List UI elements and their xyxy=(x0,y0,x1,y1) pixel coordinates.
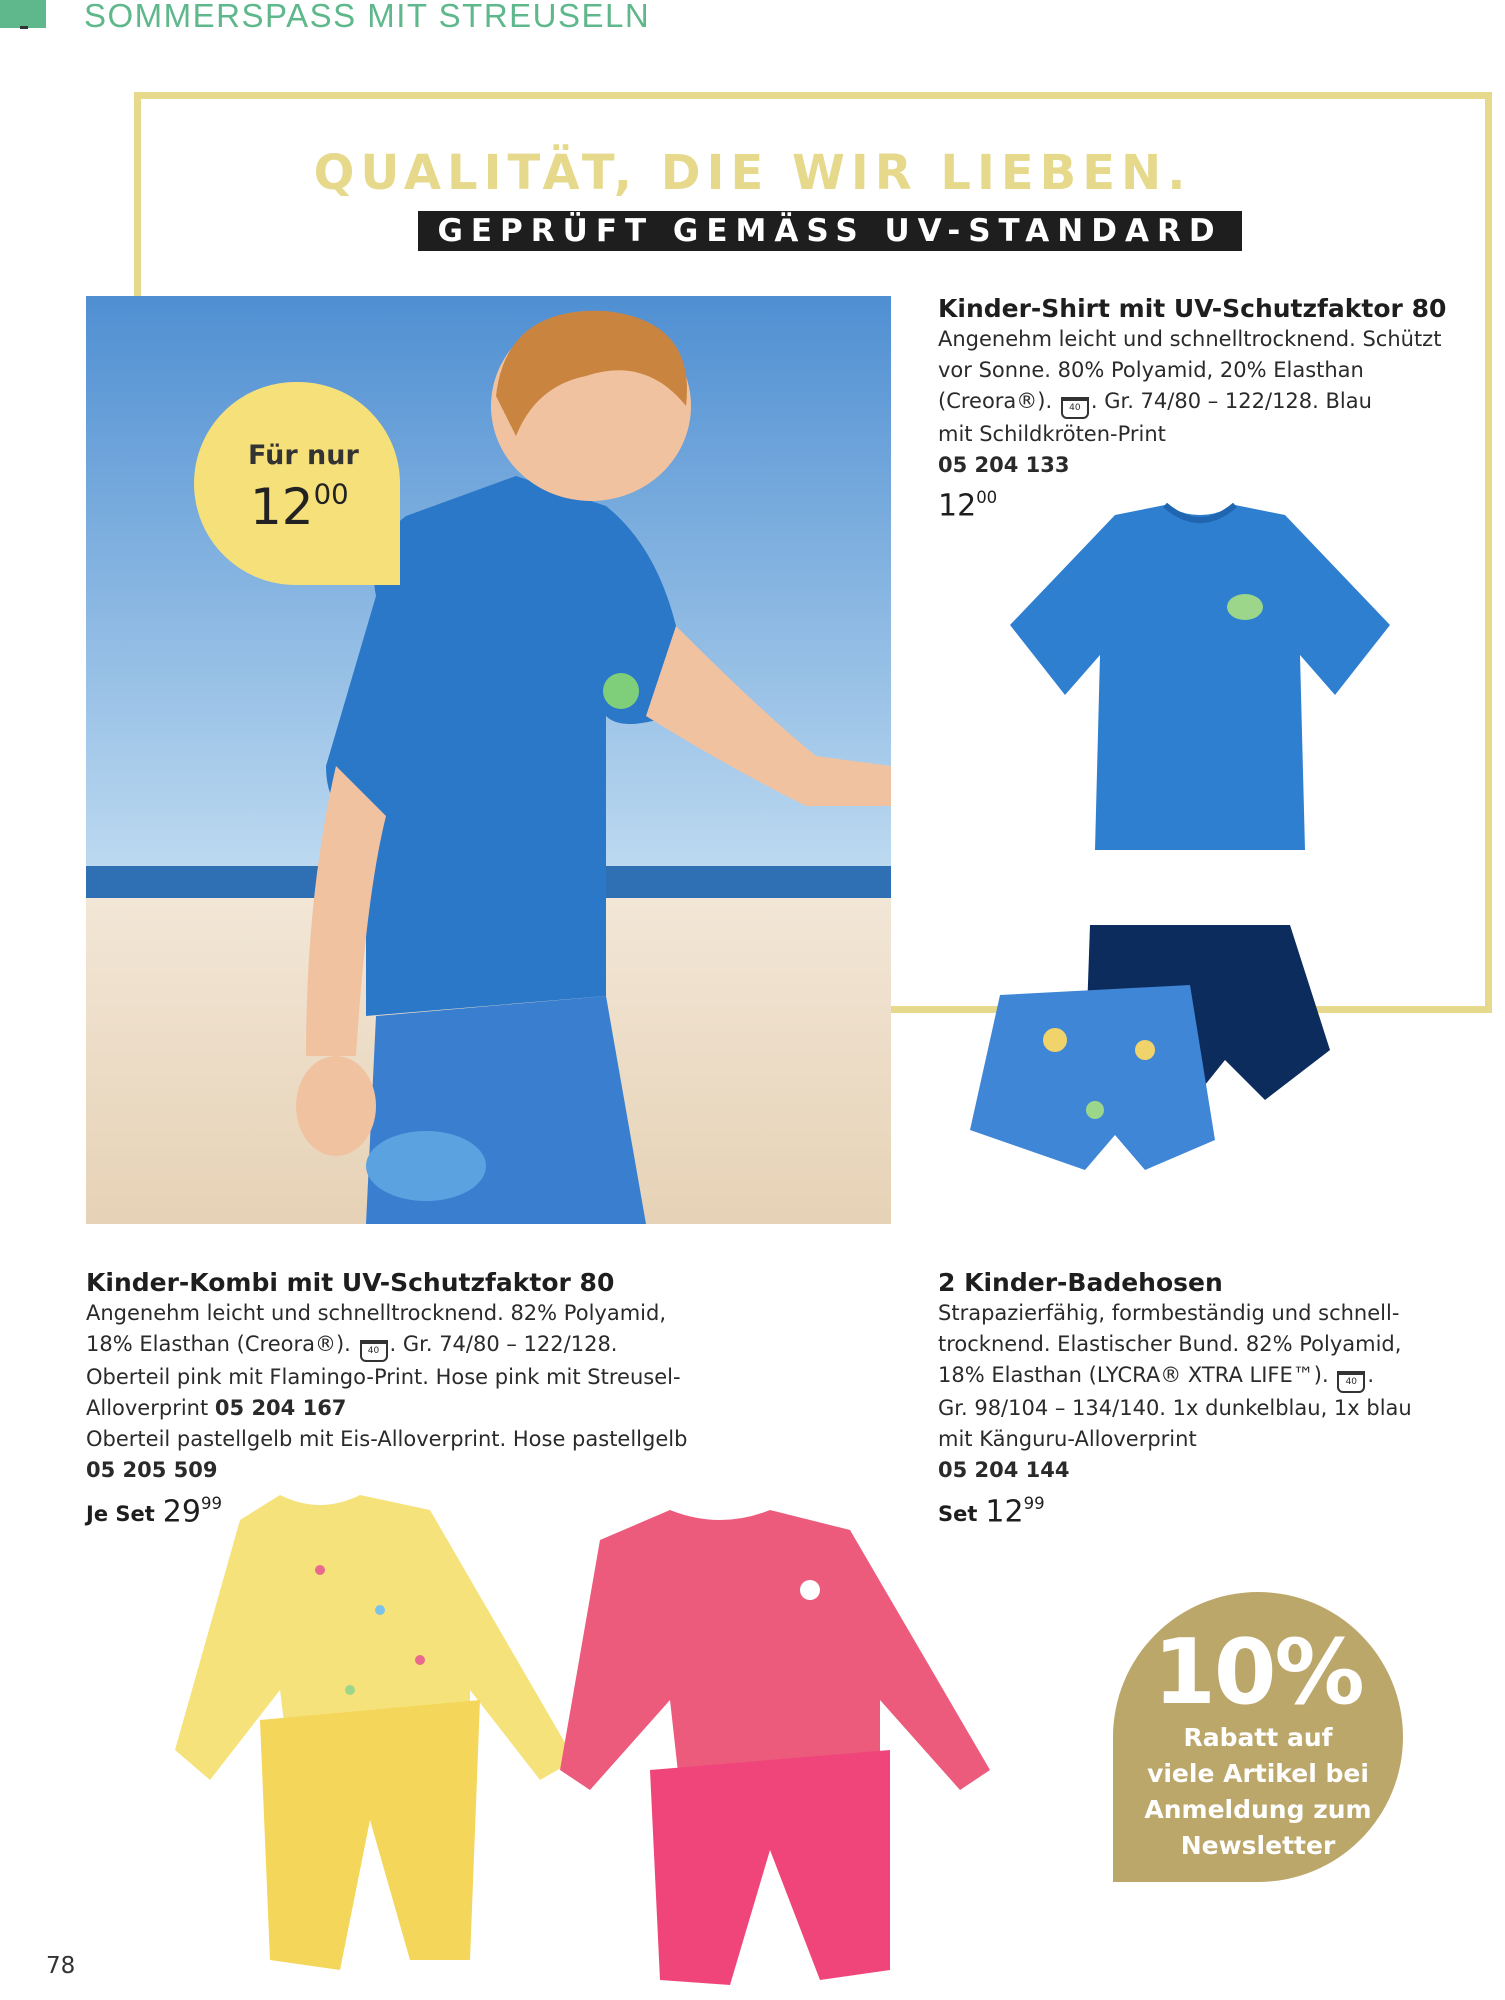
badehosen-price: Set $12^{99}$ xyxy=(938,1494,1045,1530)
shirt-description: Angenehm leicht und schnelltrocknend. Schützt vor Sonne. 80% Polyamid, 20% Elasthan (Creora®). 40 . Gr. 74/80 – 122/128. Blau mit Schildkröten-Print 05 204 133 xyxy=(938,327,1442,477)
shorts-blue-kangaroo xyxy=(970,985,1215,1170)
kombi-article-number-2: 05 205 509 xyxy=(86,1458,218,1482)
discount-text: Rabatt auf viele Artikel bei Anmeldung zum Newsletter xyxy=(1144,1723,1372,1860)
page-number: 78 xyxy=(46,1953,76,1979)
kombi-price: Je Set $29^{99}$ xyxy=(86,1494,222,1530)
swim-shorts-image xyxy=(965,920,1335,1180)
wash-40-icon: 40 xyxy=(1061,397,1089,419)
turtle-print xyxy=(603,673,639,709)
badehosen-description: Strapazierfähig, formbeständig und schnell- trocknend. Elastischer Bund. 82% Polyamid, 18% Elasthan (LYCRA® XTRA LIFE™). 40 . Gr. 98/104 – 134/140. 1x dunkelblau, 1x blau mit Känguru-Alloverprint 05 204 144 xyxy=(938,1301,1412,1482)
kombi-article-number-1: 05 204 167 xyxy=(214,1396,347,1420)
badehosen-article-number: 05 204 144 xyxy=(938,1458,1070,1482)
yellow-shorts xyxy=(260,1700,480,1970)
kombi-product-image xyxy=(170,1490,1000,1990)
badehosen-title: 2 Kinder-Badehosen xyxy=(938,1268,1223,1297)
section-title: SOMMERSPASS MIT STREUSELN xyxy=(84,0,651,34)
shirt-product-image xyxy=(1005,495,1395,855)
section-color-tab xyxy=(0,0,46,28)
discount-percent: 10% xyxy=(1153,1620,1363,1725)
boy-hand xyxy=(296,1056,376,1156)
shirt-article-number: 05 204 133 xyxy=(938,453,1070,477)
shirt-shape xyxy=(1010,505,1390,850)
badge-label: Für nur xyxy=(248,440,359,471)
section-tab-mark xyxy=(20,26,28,29)
quality-headline: QUALITÄT, DIE WIR LIEBEN. xyxy=(313,145,1192,201)
pink-longsleeve xyxy=(560,1510,990,1790)
badge-price: $12^{00}$ xyxy=(250,478,349,536)
turtle-print-icon xyxy=(1227,594,1263,620)
uv-standard-bar: GEPRÜFT GEMÄSS UV-STANDARD 80 xyxy=(418,211,1242,251)
kombi-title: Kinder-Kombi mit UV-Schutzfaktor 80 xyxy=(86,1268,615,1297)
shirt-title: Kinder-Shirt mit UV-Schutzfaktor 80 xyxy=(938,294,1447,323)
pink-shorts xyxy=(650,1750,890,1985)
kombi-description: Angenehm leicht und schnelltrocknend. 82% Polyamid, 18% Elasthan (Creora®). 40 . Gr. 74/80 – 122/128. Oberteil pink mit Flamingo-Print. Hose pink mit Streusel- Alloverprint 05 204 167 Oberteil pastellgelb mit Eis-Alloverprint. Hose pastellgelb 05 205 509 xyxy=(86,1301,688,1482)
sand-shovel xyxy=(366,1131,486,1201)
flamingo-print-icon xyxy=(800,1580,820,1600)
wash-40-icon: 40 xyxy=(1337,1371,1365,1393)
wash-40-icon: 40 xyxy=(360,1340,388,1362)
shirt-price: $12^{00}$ xyxy=(938,488,998,524)
